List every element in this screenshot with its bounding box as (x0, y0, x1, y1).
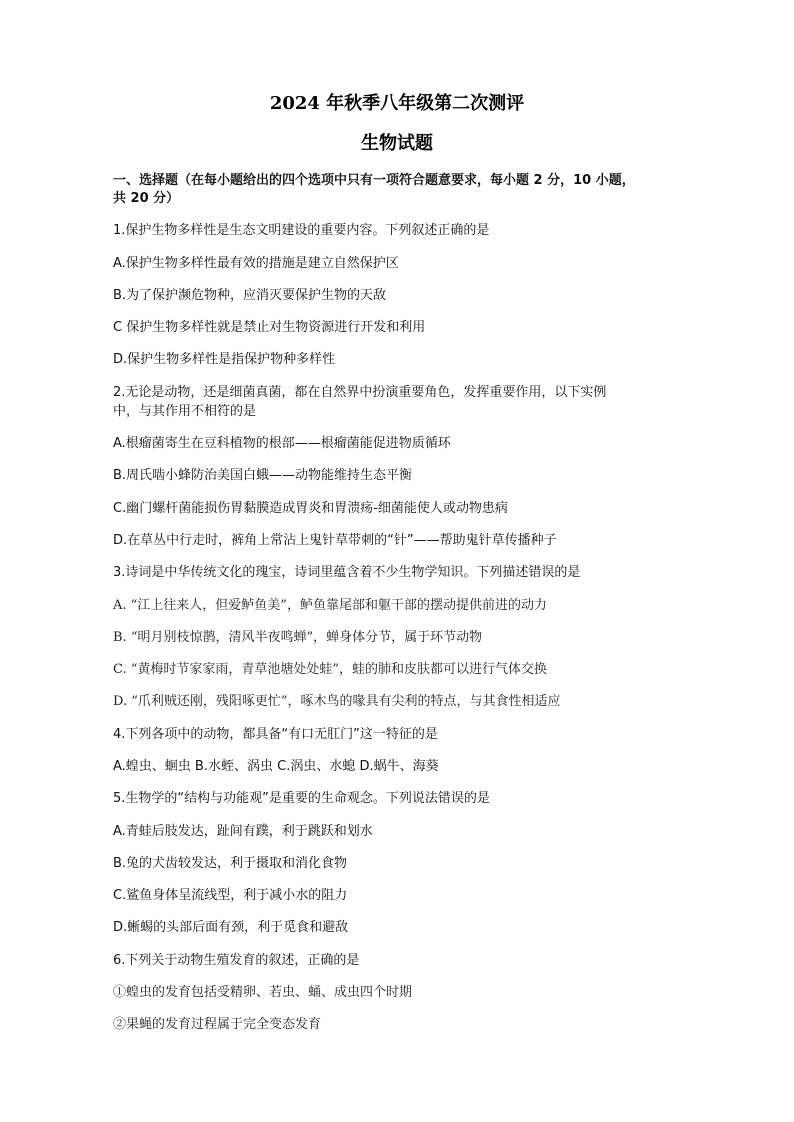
q1-option-c: C 保护生物多样性就是禁止对生物资源进行开发和利用 (113, 320, 426, 335)
exam-title: 2024 年秋季八年级第二次测评 (269, 93, 525, 114)
q4-stem: 4.下列各项中的动物，都具备“有口无肛门”这一特征的是 (113, 727, 438, 742)
q1-stem: 1.保护生物多样性是生态文明建设的重要内容。下列叙述正确的是 (113, 223, 490, 238)
q5-option-a: A.青蛙后肢发达，趾间有蹼，利于跳跃和划水 (113, 824, 373, 839)
q3-option-b: B. “明月别枝惊鹊，清风半夜鸣蝉”，蝉身体分节，属于环节动物 (113, 630, 483, 645)
q6-item-1: ①蝗虫的发育包括受精卵、若虫、蛹、成虫四个时期 (113, 985, 413, 1000)
q2-option-c: C.幽门螺杆菌能损伤胃黏膜造成胃炎和胃溃疡-细菌能使人或动物患病 (113, 501, 508, 516)
q5-option-c: C.鲨鱼身体呈流线型，利于减小水的阻力 (113, 888, 348, 903)
q1-option-b: B.为了保护濒危物种，应消灭要保护生物的天敌 (113, 288, 387, 303)
q2-stem-line1: 2.无论是动物，还是细菌真菌，都在自然界中扮演重要角色，发挥重要作用，以下实例 (113, 385, 607, 400)
q5-stem: 5.生物学的“结构与功能观”是重要的生命观念。下列说法错误的是 (113, 791, 490, 806)
q3-option-d: D. “爪利贼还刚，残阳啄更忙”，啄木鸟的喙具有尖利的特点，与其食性相适应 (113, 694, 561, 709)
q1-option-a: A.保护生物多样性最有效的措施是建立自然保护区 (113, 256, 399, 271)
q2-stem-line2: 中，与其作用不相符的是 (113, 404, 257, 419)
q2-option-a: A.根瘤菌寄生在豆科植物的根部——根瘤菌能促进物质循环 (113, 436, 451, 451)
q5-option-d: D.蜥蜴的头部后面有颈，利于觅食和避敌 (113, 920, 349, 935)
exam-subject: 生物试题 (361, 133, 433, 154)
q1-option-d: D.保护生物多样性是指保护物种多样性 (113, 352, 336, 367)
q3-option-a: A. “江上往来人，但爱鲈鱼美”，鲈鱼靠尾部和躯干部的摆动提供前进的动力 (113, 598, 547, 613)
q6-item-2: ②果蝇的发育过程属于完全变态发育 (113, 1017, 322, 1032)
q3-option-c: C. “黄梅时节家家雨，青草池塘处处蛙”，蛙的肺和皮肤都可以进行气体交换 (113, 662, 548, 677)
q4-options: A.蝗虫、蛔虫 B.水蛭、涡虫 C.涡虫、水螅 D.蜗牛、海葵 (113, 759, 439, 774)
q3-stem: 3.诗词是中华传统文化的瑰宝，诗词里蕴含着不少生物学知识。下列描述错误的是 (113, 565, 581, 580)
section-heading-line1: 一、选择题（在每小题给出的四个选项中只有一项符合题意要求，每小题 2 分，10 小题， (113, 173, 635, 188)
q2-option-b: B.周氏啮小蜂防治美国白蛾——动物能维持生态平衡 (113, 468, 413, 483)
q6-stem: 6.下列关于动物生殖发育的叙述，正确的是 (113, 953, 360, 968)
section-heading-line2: 共 20 分） (113, 191, 180, 206)
q2-option-d: D.在草丛中行走时，裤角上常沾上鬼针草带刺的“针”——帮助鬼针草传播种子 (113, 533, 557, 548)
q5-option-b: B.兔的犬齿较发达，利于摄取和消化食物 (113, 856, 348, 871)
